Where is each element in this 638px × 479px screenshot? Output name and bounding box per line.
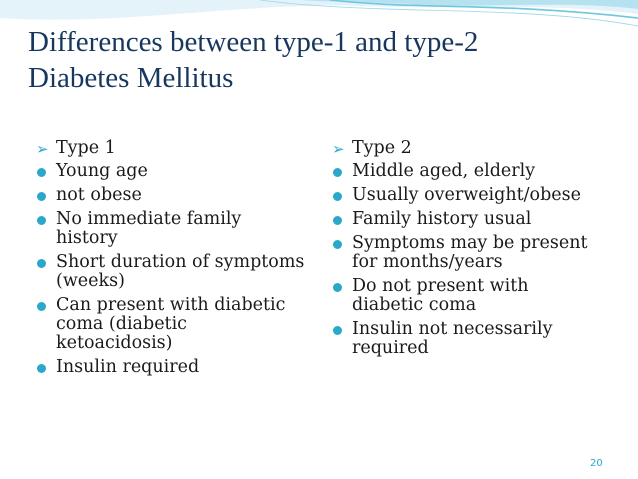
type-1-heading — [36, 138, 306, 159]
list-item — [36, 162, 306, 181]
type-2-heading — [332, 138, 602, 159]
list-item-text: not obese — [56, 185, 142, 205]
arrow-bullet-icon: ➢ — [36, 140, 49, 158]
bullet-icon — [37, 259, 46, 268]
bullet-icon — [333, 240, 342, 249]
list-item — [332, 234, 602, 272]
list-item — [332, 210, 602, 229]
list-item — [36, 296, 306, 353]
list-item — [36, 210, 306, 248]
bullet-icon — [37, 168, 46, 177]
type-1-list — [36, 162, 306, 377]
list-item — [36, 186, 306, 205]
list-item — [332, 320, 602, 358]
type-1-column — [36, 138, 306, 382]
type-2-column — [332, 138, 602, 363]
bullet-icon — [37, 302, 46, 311]
list-item — [332, 162, 602, 181]
list-item-text: Insulin not necessarily required — [352, 319, 553, 358]
bullet-icon — [37, 192, 46, 201]
type-2-heading-label: Type 2 — [352, 138, 412, 158]
slide-title — [28, 24, 478, 96]
bullet-icon — [333, 326, 342, 335]
list-item-text: Short duration of symptoms (weeks) — [56, 252, 305, 291]
list-item-text: Middle aged, elderly — [352, 161, 536, 181]
type-1-heading-label: Type 1 — [56, 138, 116, 158]
list-item — [36, 253, 306, 291]
bullet-icon — [37, 216, 46, 225]
type-2-list — [332, 162, 602, 358]
bullet-icon — [333, 168, 342, 177]
list-item-text: Family history usual — [352, 209, 532, 229]
list-item-text: Symptoms may be present for months/years — [352, 233, 588, 272]
bullet-icon — [333, 283, 342, 292]
slide-title-line-2: Diabetes Mellitus — [28, 62, 234, 94]
bullet-icon — [333, 192, 342, 201]
page-number: 20 — [590, 458, 603, 469]
list-item-text: Do not present with diabetic coma — [352, 276, 529, 315]
list-item — [332, 277, 602, 315]
list-item-text: Young age — [56, 161, 148, 181]
list-item — [332, 186, 602, 205]
list-item-text: Can present with diabetic coma (diabetic ketoacidosis) — [56, 295, 286, 353]
list-item-text: Usually overweight/obese — [352, 185, 581, 205]
list-item — [36, 358, 306, 377]
arrow-bullet-icon: ➢ — [332, 140, 345, 158]
list-item-text: Insulin required — [56, 357, 200, 377]
bullet-icon — [333, 216, 342, 225]
slide-title-line-1: Differences between type-1 and type-2 — [28, 26, 479, 58]
list-item-text: No immediate family history — [56, 209, 242, 248]
bullet-icon — [37, 364, 46, 373]
